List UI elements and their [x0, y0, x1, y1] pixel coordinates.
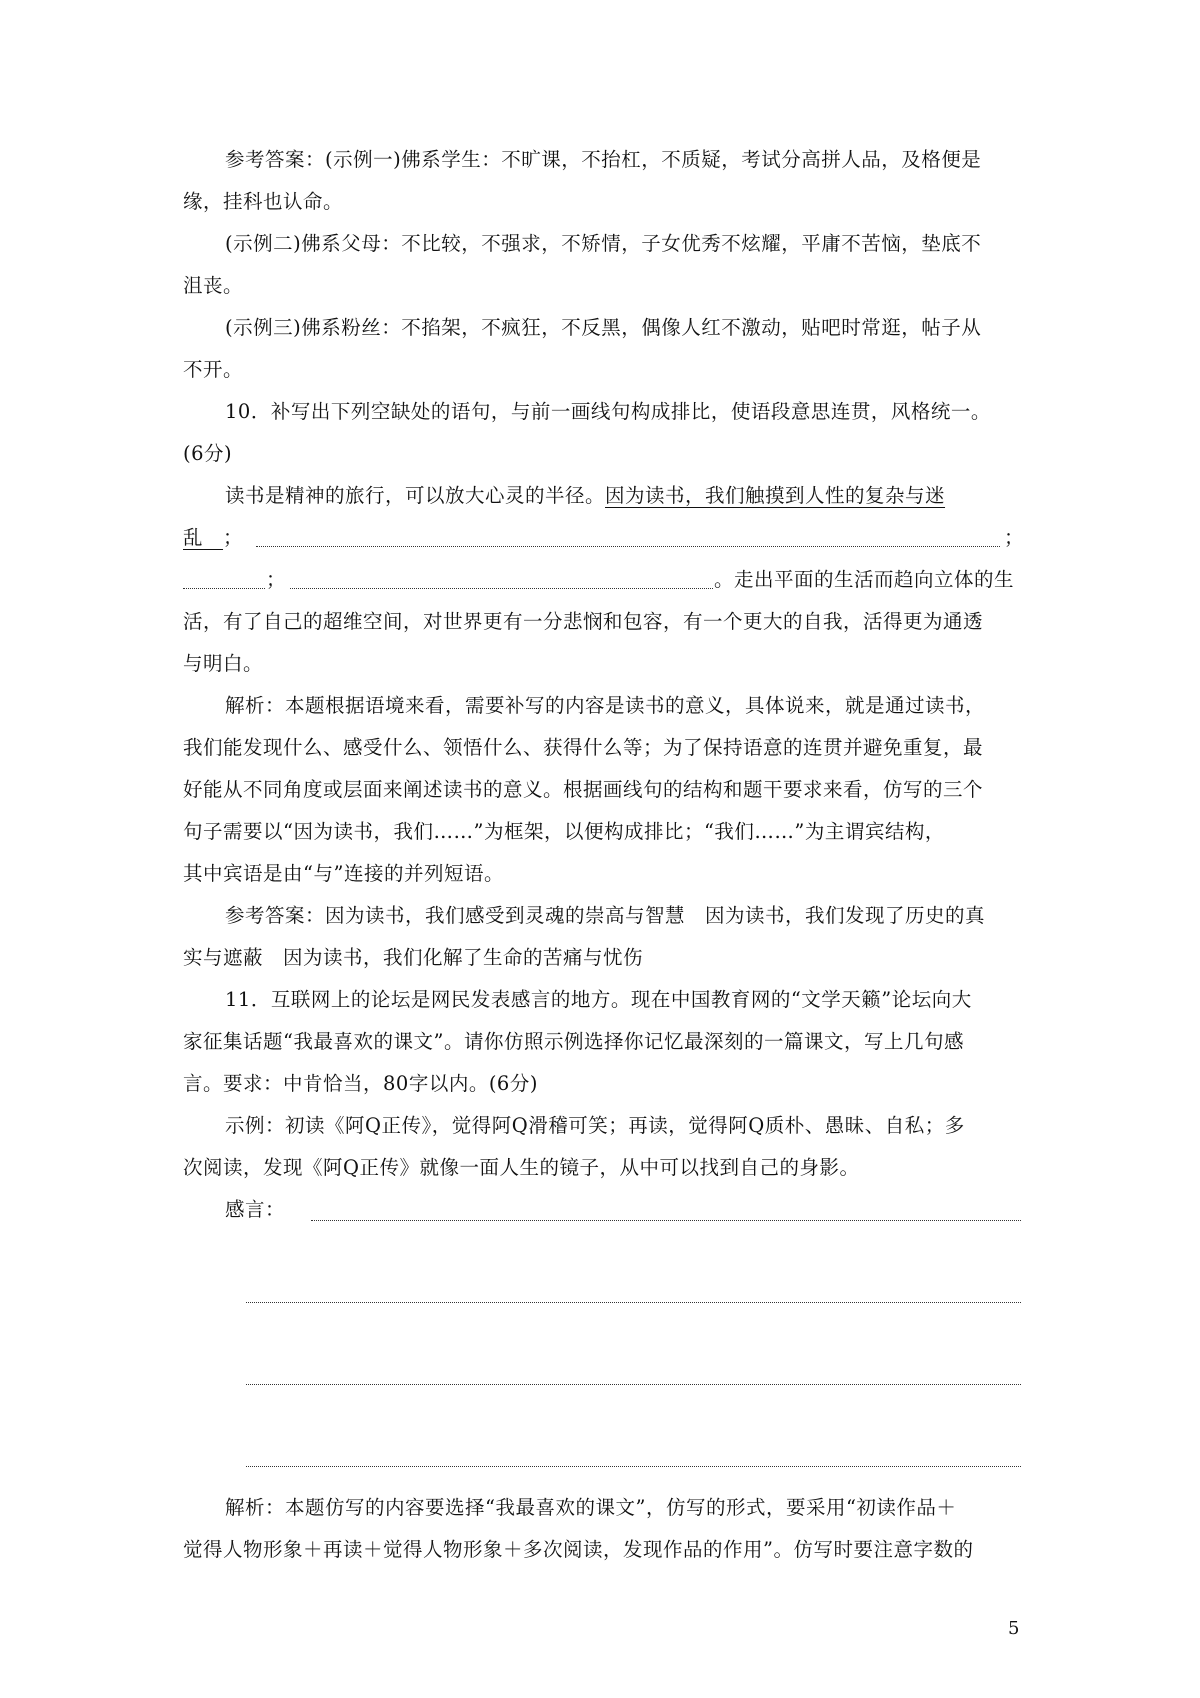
- semicolon: ；: [223, 526, 244, 549]
- question-11-line-1: 11．互联网上的论坛是网民发表感言的地方。现在中国教育网的“文学天籁”论坛向大: [225, 988, 972, 1011]
- analysis-10-line-1: 解析：本题根据语境来看，需要补写的内容是读书的意义，具体说来，就是通过读书，: [225, 694, 986, 717]
- answer-10-line-2: 实与遮蔽 因为读书，我们化解了生命的苦痛与忧伤: [183, 946, 644, 969]
- answer-9-line-4: 沮丧。: [183, 274, 244, 297]
- passage-text: 读书是精神的旅行，可以放大心灵的半径。: [225, 484, 606, 507]
- example-line-2: 次阅读，发现《阿Q正传》就像一面人生的镜子，从中可以找到自己的身影。: [183, 1156, 860, 1179]
- blank-line-3[interactable]: [290, 588, 713, 589]
- answer-9-line-6: 不开。: [183, 358, 244, 381]
- underlined-sentence-end: 乱: [183, 526, 204, 549]
- question-10-line-4: [183, 524, 243, 552]
- response-line-1[interactable]: [311, 1220, 1021, 1221]
- answer-9-line-5: (示例三)佛系粉丝：不掐架，不疯狂，不反黑，偶像人红不激动，贴吧时常逛，帖子从: [225, 316, 982, 339]
- response-line-2[interactable]: [246, 1302, 1021, 1303]
- response-label: 感言：: [225, 1198, 286, 1221]
- response-line-4[interactable]: [246, 1466, 1021, 1467]
- semicolon: ；: [1004, 526, 1025, 549]
- response-line-3[interactable]: [246, 1384, 1021, 1385]
- blank-line-2[interactable]: [183, 588, 265, 589]
- analysis-11-line-1: 解析：本题仿写的内容要选择“我最喜欢的课文”，仿写的形式，要采用“初读作品＋: [225, 1496, 957, 1519]
- question-10-line-5-end: 。走出平面的生活而趋向立体的生: [714, 568, 1015, 591]
- semicolon: ；: [266, 568, 287, 591]
- answer-9-line-1: 参考答案：(示例一)佛系学生：不旷课，不抬杠，不质疑，考试分高拼人品，及格便是: [225, 148, 982, 171]
- example-line-1: 示例：初读《阿Q正传》，觉得阿Q滑稽可笑；再读，觉得阿Q质朴、愚昧、自私；多: [225, 1114, 965, 1137]
- question-10-line-1: 10．补写出下列空缺处的语句，与前一画线句构成排比，使语段意思连贯，风格统一。: [225, 400, 991, 423]
- analysis-10-line-2: 我们能发现什么、感受什么、领悟什么、获得什么等；为了保持语意的连贯并避免重复，最: [183, 736, 984, 759]
- analysis-10-line-5: 其中宾语是由“与”连接的并列短语。: [183, 862, 504, 885]
- answer-10-line-1: 参考答案：因为读书，我们感受到灵魂的崇高与智慧 因为读书，我们发现了历史的真: [225, 904, 986, 927]
- question-11-line-3: 言。要求：中肯恰当，80字以内。(6分): [183, 1072, 538, 1095]
- question-10-line-7: 与明白。: [183, 652, 264, 675]
- question-10-score: (6分): [183, 442, 233, 465]
- analysis-10-line-4: 句子需要以“因为读书，我们……”为框架，以便构成排比；“我们……”为主谓宾结构，: [183, 820, 945, 843]
- blank-line-1[interactable]: [256, 546, 1000, 547]
- answer-9-line-2: 缘，挂科也认命。: [183, 190, 344, 213]
- underlined-sentence: 因为读书，我们触摸到人性的复杂与迷: [605, 484, 946, 507]
- analysis-11-line-2: 觉得人物形象＋再读＋觉得人物形象＋多次阅读，发现作品的作用”。仿写时要注意字数的: [183, 1538, 974, 1561]
- question-10-line-3: [225, 482, 945, 510]
- page-number: 5: [1008, 1618, 1020, 1639]
- question-10-line-6: 活，有了自己的超维空间，对世界更有一分悲悯和包容，有一个更大的自我，活得更为通透: [183, 610, 984, 633]
- answer-9-line-3: (示例二)佛系父母：不比较，不强求，不矫情，子女优秀不炫耀，平庸不苦恼，垫底不: [225, 232, 982, 255]
- question-11-line-2: 家征集话题“我最喜欢的课文”。请你仿照示例选择你记忆最深刻的一篇课文，写上几句感: [183, 1030, 964, 1053]
- analysis-10-line-3: 好能从不同角度或层面来阐述读书的意义。根据画线句的结构和题干要求来看，仿写的三个: [183, 778, 984, 801]
